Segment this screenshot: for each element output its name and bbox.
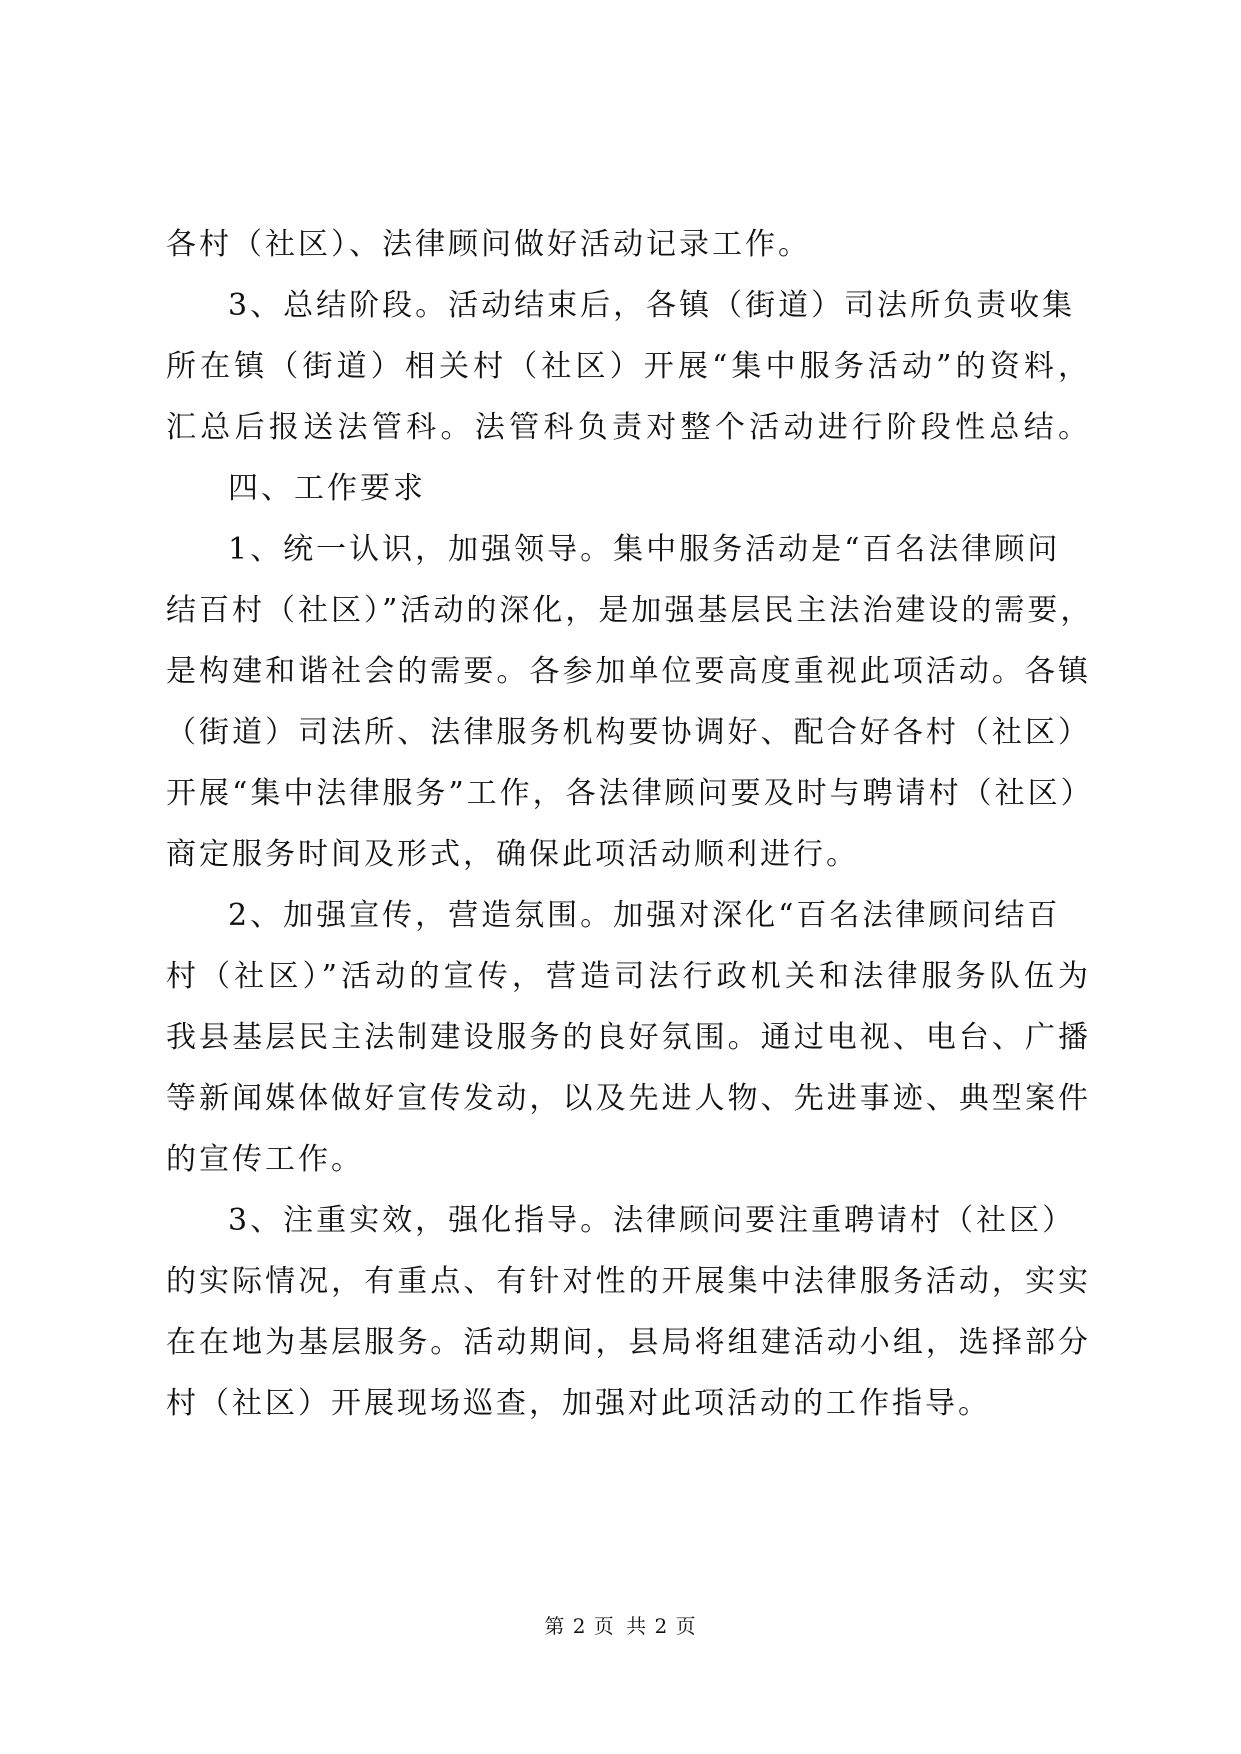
- text-line: 在在地为基层服务。活动期间，县局将组建活动小组，选择部分: [166, 1325, 1091, 1360]
- text-line: 是构建和谐社会的需要。各参加单位要高度重视此项活动。各镇: [166, 654, 1091, 689]
- text-line: 的宣传工作。: [166, 1142, 364, 1177]
- text-line: 我县基层民主法制建设服务的良好氛围。通过电视、电台、广播: [166, 1020, 1091, 1055]
- document-body: [166, 214, 1094, 1434]
- text-line: 3、注重实效，强化指导。法律顾问要注重聘请村（社区）: [228, 1203, 1076, 1238]
- text-line: 等新闻媒体做好宣传发动，以及先进人物、先进事迹、典型案件: [166, 1081, 1091, 1116]
- page-footer: [0, 1610, 1241, 1639]
- text-line: 各村（社区）、法律顾问做好活动记录工作。: [166, 227, 811, 262]
- text-line: 2、加强宣传，营造氛围。加强对深化“百名法律顾问结百: [228, 898, 1061, 933]
- text-line: 商定服务时间及形式，确保此项活动顺利进行。: [166, 837, 859, 872]
- text-line: 3、总结阶段。活动结束后，各镇（街道）司法所负责收集: [228, 288, 1076, 323]
- text-line: 村（社区）开展现场巡查，加强对此项活动的工作指导。: [166, 1386, 991, 1421]
- section-heading: 四、工作要求: [228, 471, 426, 506]
- text-line: 的实际情况，有重点、有针对性的开展集中法律服务活动，实实: [166, 1264, 1091, 1299]
- text-line: （街道）司法所、法律服务机构要协调好、配合好各村（社区）: [166, 715, 1091, 750]
- page-number: 第 2 页: [544, 1614, 615, 1638]
- text-line: 所在镇（街道）相关村（社区）开展“集中服务活动”的资料，: [166, 349, 1091, 384]
- text-line: 村（社区）”活动的宣传，营造司法行政机关和法律服务队伍为: [166, 959, 1091, 994]
- page-total: 共 2 页: [626, 1614, 697, 1638]
- text-line: 结百村（社区）”活动的深化，是加强基层民主法治建设的需要，: [166, 593, 1094, 628]
- text-line: 开展“集中法律服务”工作，各法律顾问要及时与聘请村（社区）: [166, 776, 1094, 811]
- text-line: 汇总后报送法管科。法管科负责对整个活动进行阶段性总结。: [166, 410, 1091, 445]
- text-line: 1、统一认识，加强领导。集中服务活动是“百名法律顾问: [228, 532, 1061, 567]
